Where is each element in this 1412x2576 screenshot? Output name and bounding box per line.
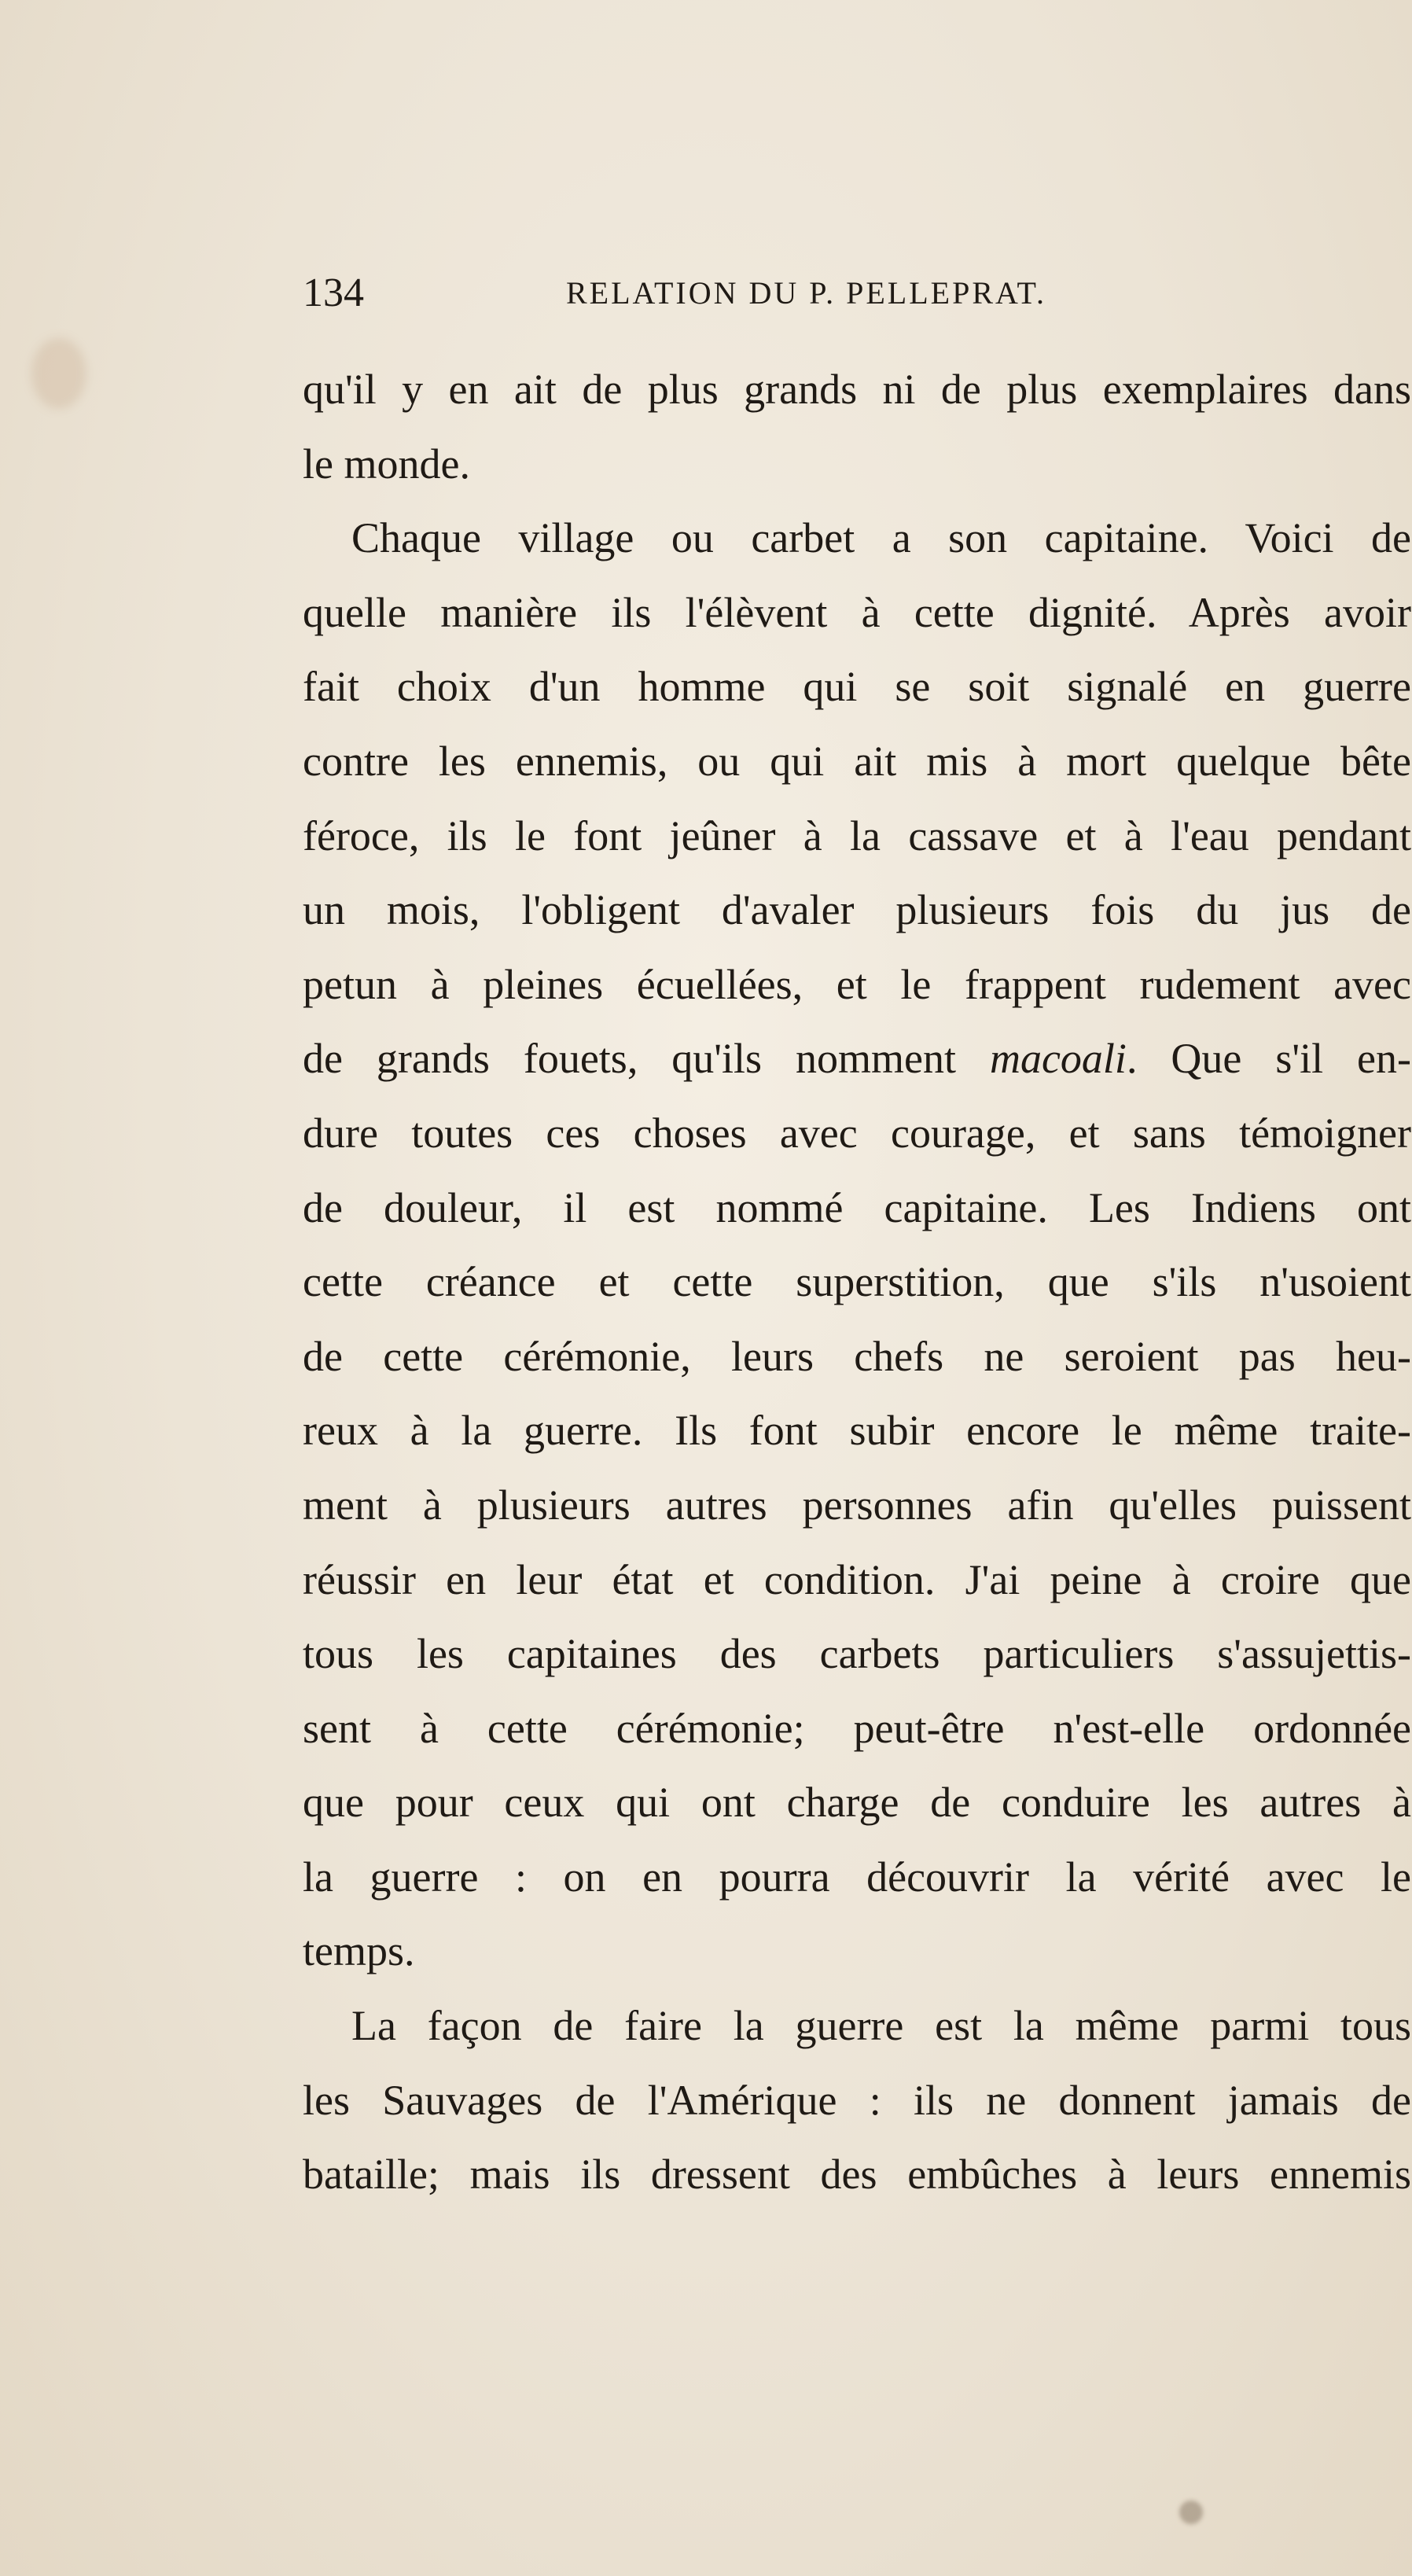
text-line: un mois, l'obligent d'avaler plusieurs fois du jus de [303,886,1411,934]
paper-stain [1179,2501,1203,2524]
text-line: tous les capitaines des carbets particuliers s'assujettis- [303,1630,1411,1678]
page-header [303,266,1136,321]
text-line: temps. [303,1927,415,1975]
text-line: contre les ennemis, ou qui ait mis à mort quelque bête [303,737,1411,785]
text-line: La façon de faire la guerre est la même parmi tous [351,2002,1411,2050]
text-line: dure toutes ces choses avec courage, et sans témoigner [303,1109,1411,1157]
text-line [303,1021,1411,1096]
text-line: de cette cérémonie, leurs chefs ne seroient pas heu- [303,1332,1411,1380]
text-line: que pour ceux qui ont charge de conduire les autres à [303,1779,1411,1827]
page-number: 134 [303,270,364,315]
text-line: cette créance et cette superstition, que s'ils n'usoient [303,1258,1411,1306]
text-line: ment à plusieurs autres personnes afin qu'elles puissent [303,1481,1411,1529]
text-line: réussir en leur état et condition. J'ai peine à croire que [303,1555,1411,1603]
running-title: RELATION DU P. PELLEPRAT. [566,275,1046,311]
text-fragment: de grands fouets, qu'ils nomment [303,1035,956,1083]
text-line: la guerre : on en pourra découvrir la vérité avec le [303,1853,1411,1901]
paper-stain [31,338,86,409]
text-line: reux à la guerre. Ils font subir encore le même traite- [303,1407,1411,1455]
text-line: le monde. [303,440,470,488]
text-line: quelle manière ils l'élèvent à cette dignité. Après avoir [303,588,1411,636]
text-line: bataille; mais ils dressent des embûches à leurs ennemis [303,2151,1411,2199]
text-line: de douleur, il est nommé capitaine. Les Indiens ont [303,1183,1411,1231]
text-line: féroce, ils le font jeûner à la cassave et à l'eau pendant [303,811,1411,859]
text-line: les Sauvages de l'Amérique : ils ne donnent jamais de [303,2076,1411,2124]
text-line: petun à pleines écuellées, et le frappent rudement avec [303,960,1411,1008]
italic-term: macoali [989,1035,1127,1083]
body-text [303,352,1411,2212]
text-line: fait choix d'un homme qui se soit signalé en guerre [303,663,1411,711]
text-line: Chaque village ou carbet a son capitaine. Voici de [351,514,1411,562]
text-fragment: . Que s'il en- [1126,1035,1411,1083]
text-line: qu'il y en ait de plus grands ni de plus exemplaires dans [303,366,1411,413]
text-line: sent à cette cérémonie; peut-être n'est-elle ordonnée [303,1704,1411,1752]
